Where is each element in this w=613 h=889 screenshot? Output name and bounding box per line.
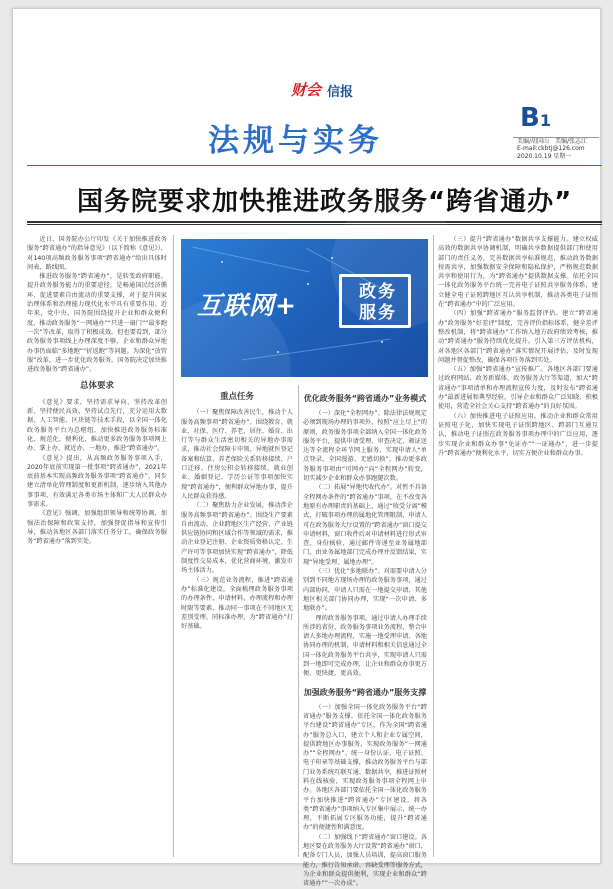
date-line: 2020.10.19 星期一: [517, 152, 572, 160]
hero-box-line-2: 服务: [359, 303, 397, 323]
subheading-key-tasks: 重点任务: [219, 392, 254, 402]
article-column-5: [438, 235, 598, 857]
network-node: [277, 351, 279, 353]
network-line: [192, 247, 310, 273]
network-node: [331, 257, 333, 259]
headline: 国务院要求加快推进政务服务“跨省通办”: [77, 187, 573, 217]
article-column-1: [27, 235, 167, 857]
paragraph: （三）规范业务流程，推进“跨省通办”标准化建设。全面梳理政务服务事项的办理条件、申请材料、办理流程和办理时限等要素，推动同一事项在不同地区无差别受理、同标准办理，为“跨省通办”打好基础。: [181, 576, 293, 631]
page-number: [520, 103, 551, 133]
article-column-3: [303, 385, 427, 888]
paragraph: 推进政务服务“跨省通办”，是转变政府职能、提升政务服务能力的重要途径，是畅通国民经济循环、促进要素自由流动的重要支撑，对于提升国家治理体系和治理能力现代化水平具有重要作用。近年来，党中央、国务院围绕提升企业和群众便利度，推动政务服务“一网通办”“只进一扇门”“最多跑一次”等改革，取得了积极成效。但也要看到，部分政务服务事项线上办理深度不够，企业和群众异地办事仍面临“多地跑”“折返跑”等问题。为深化“放管服”改革，进一步优化政务服务，国务院决定加快推进政务服务“跨省通办”。: [27, 273, 167, 374]
subheading-overall-requirements: 总体要求: [79, 381, 114, 392]
paragraph: 《意见》要求，坚持需求导向、坚持改革创新、坚持便民高效、坚持试点先行，充分运用大数据、人工智能、区块链等技术手段，以全国一体化政务服务平台为总枢纽，加快推进政务服务标准化、规范化、便利化，推动更多政务服务事项网上办、掌上办、就近办、一地办，推进“跨省通办”。: [27, 398, 167, 453]
paragraph: 《意见》强调，加强组织领导和统筹协调，加强法治保障和政策支持，加强督促指导和宣传引导，推动各地区各部门落实任务分工，确保政务服务“跨省通办”落到实处。: [27, 510, 167, 546]
paragraph: 近日，国务院办公厅印发《关于加快推进政务服务“跨省通办”的指导意见》（以下简称《意见》），对140项高频政务服务事项“跨省通办”给出具体时间表、路线图。: [27, 236, 167, 271]
page-letter: B: [520, 103, 540, 133]
newspaper-page: [12, 8, 601, 888]
edition-info: [517, 138, 603, 160]
page-digit: 1: [539, 111, 551, 130]
paragraph: 《意见》提出，从高频政务服务事项入手，2020年底前实现第一批事项“跨省通办”，2021年底前基本实现高频政务服务事项“跨省通办”，同步建立清单化管理制度和更新机制，逐步纳入其他办事事项，有效满足各类市场主体和广大人民群众办事需求。: [27, 454, 167, 509]
hero-illustration: [181, 239, 428, 377]
hero-box-text: [350, 282, 406, 324]
paragraph: 理的政务服务事项，通过申请人办理手续所涉的省份、政务服务事项业务流程，整合申请人多地办理流程，实施一地受理申请、各地协同办理的机制，申请材料和相关信息通过全国一体化政务服务平台共享，实现申请人只需到一地即可完成办理，让企业和群众办事更方便、更快捷、更高效。: [303, 614, 427, 678]
network-node: [381, 341, 383, 343]
network-node: [221, 261, 223, 263]
article-column-2: [181, 385, 293, 857]
paragraph: （五）加强“跨省通办”宣传推广。各地区各部门要通过政府网站、政务新媒体、政务服务大厅等渠道，加大“跨省通办”事项清单和办理流程宣传力度，及时发布“跨省通办”最新进展和典型经验，引导企业和群众广泛知晓、积极使用，营造全社会关心支持“跨省通办”的良好氛围。: [438, 366, 598, 411]
paragraph: （一）聚焦保障改善民生，推动个人服务高频事项“跨省通办”。围绕教育、就业、社保、医疗、养老、居住、婚育、出行等与群众生活密切相关的异地办事需求，推动社会保障卡申领、异地就医登记备案和结算、养老保险关系转移接续、户口迁移、住房公积金转移接续、就业创业、婚姻登记、学历公证等事项加快实现“跨省通办”，便利群众异地办事，提升人民群众获得感。: [181, 409, 293, 500]
masthead-brand-red: 财会: [291, 81, 322, 99]
subheading-business-model: 优化政务服务“跨省通办”业务模式: [303, 394, 427, 403]
paragraph: （一）深化“全程网办”。除法律法规规定必须到现场办理的事项外，按照“应上尽上”的原则，政务服务事项全部纳入全国一体化政务服务平台，提供申请受理、审查决定、颁证送达等全流程全环节网上服务，实现申请人“单点登录、全国漫游、无感切换”，推动更多政务服务事项由“可网办”向“全程网办”转变，切实减少企业和群众办事跑腿次数。: [303, 410, 427, 483]
column-rule: [298, 385, 299, 857]
email-line: E-mail:ckbtj@126.com: [517, 145, 585, 153]
column-rule: [433, 235, 434, 857]
paragraph: （二）聚焦助力企业发展，推动涉企服务高频事项“跨省通办”。围绕生产要素自由流动、企业跨地区生产经营、产业链供应链协同和区域合作等领域的需求，推动企业登记注册、企业资质资格认定、生产许可等事项加快实现“跨省通办”，降低制度性交易成本，优化营商环境，激发市场主体活力。: [181, 502, 293, 575]
paragraph: （三）提升“跨省通办”数据共享支撑能力。建立权威高效的数据共享协调机制，明确共享数据提供部门和使用部门的责任义务，完善数据共享标准规范，推动政务数据按需共享，加强数据安全保障和隐私保护，严格规范数据共享和使用行为，为“跨省通办”提供数据支撑。依托全国一体化政务服务平台统一完善电子证照共享服务体系，建立健全电子证照跨地区互认共享机制，推动各类电子证照在“跨省通办”中的广泛应用。: [438, 236, 598, 309]
paragraph: （六）加快推进电子证照应用。推动企业和群众常用证照电子化，加快实现电子证照跨地区、跨部门互通互认，推动电子证照在政务服务事项办理中的广泛应用，逐步实现企业和群众办事“免证办”“一证通办”，进一步提升“跨省通办”便利化水平，切实方便企业和群众办事。: [438, 412, 598, 457]
masthead-brand-blue: 信报: [327, 85, 354, 100]
paragraph: （二）拓展“异地代收代办”。对暂不具备全程网办条件的“跨省通办”事项，在不改变各地原有办理职责的基础上，通过“收受分离”模式，打破事项办理的属地化管理限制，申请人可在政务服务大厅设置的“跨省通办”窗口提交申请材料，窗口收件后对申请材料进行形式审查、身份核验，通过邮件寄递至业务属地部门，由业务属地部门完成办理并反馈结果，实现“异地受理、属地办理”。: [303, 484, 427, 566]
editor-line: 美编/胡国山 美编/张志江: [517, 138, 588, 145]
paragraph: （一）加强全国一体化政务服务平台“跨省通办”服务支撑。依托全国一体化政务服务平台建设“跨省通办”专区，作为全国“跨省通办”服务总入口，建立个人和企业专属空间，提供跨地区办事服务，实现政务服务“一网通办”“全程网办”。统一身份认证、电子证照、电子印章等基础支撑，推动政务服务平台与部门业务系统互联互通、数据共享，推进证照材料在线核验，实现政务服务事项全程网上申办。各地区各部门要依托全国一体化政务服务平台加快推进“跨省通办”专区建设，将各类“跨省通办”事项纳入专区集中展示、统一办理，不断拓展专区服务功能，提升“跨省通办”的便捷性和满意度。: [303, 703, 427, 832]
subheading-service-support: 加强政务服务“跨省通办”服务支撑: [303, 687, 427, 697]
section-title: 法规与实务: [208, 123, 383, 159]
masthead-logo: [291, 77, 411, 99]
section-divider: [27, 165, 602, 166]
headline-divider: [27, 221, 602, 225]
paragraph: （二）加强线下“跨省通办”窗口建设。各地区要在政务服务大厅设置“跨省通办”窗口，配备专门人员，加强人员培训，提高窗口服务能力，推行告知承诺、容缺受理等服务方式，为企业和群众提供便利，实现企业和群众“跨省通办”“一次办成”。: [303, 833, 427, 888]
hero-box: [339, 274, 411, 328]
network-node: [307, 283, 309, 285]
hero-title: 互联网+: [197, 291, 297, 320]
paragraph: （四）加强“跨省通办”服务监督评估。建立“跨省通办”政务服务“好差评”制度，完善评价指标体系，健全差评整改机制，将“跨省通办”工作纳入地方政府绩效考核，推动“跨省通办”服务持续优化提升。引入第三方评估机构，对各地区各部门“跨省通办”落实情况开展评估，及时发现问题并督促整改，确保各项任务落到实处。: [438, 310, 598, 364]
hero-box-line-1: 政务: [359, 282, 397, 302]
paragraph: （三）优化“多地联办”。对需要申请人分别到不同地方现场办理的政务服务事项，通过内部协同，申请人只需在一地提交申请，其他地区相关部门协同办理，实现“一次申请、多地联办”。: [303, 568, 427, 613]
